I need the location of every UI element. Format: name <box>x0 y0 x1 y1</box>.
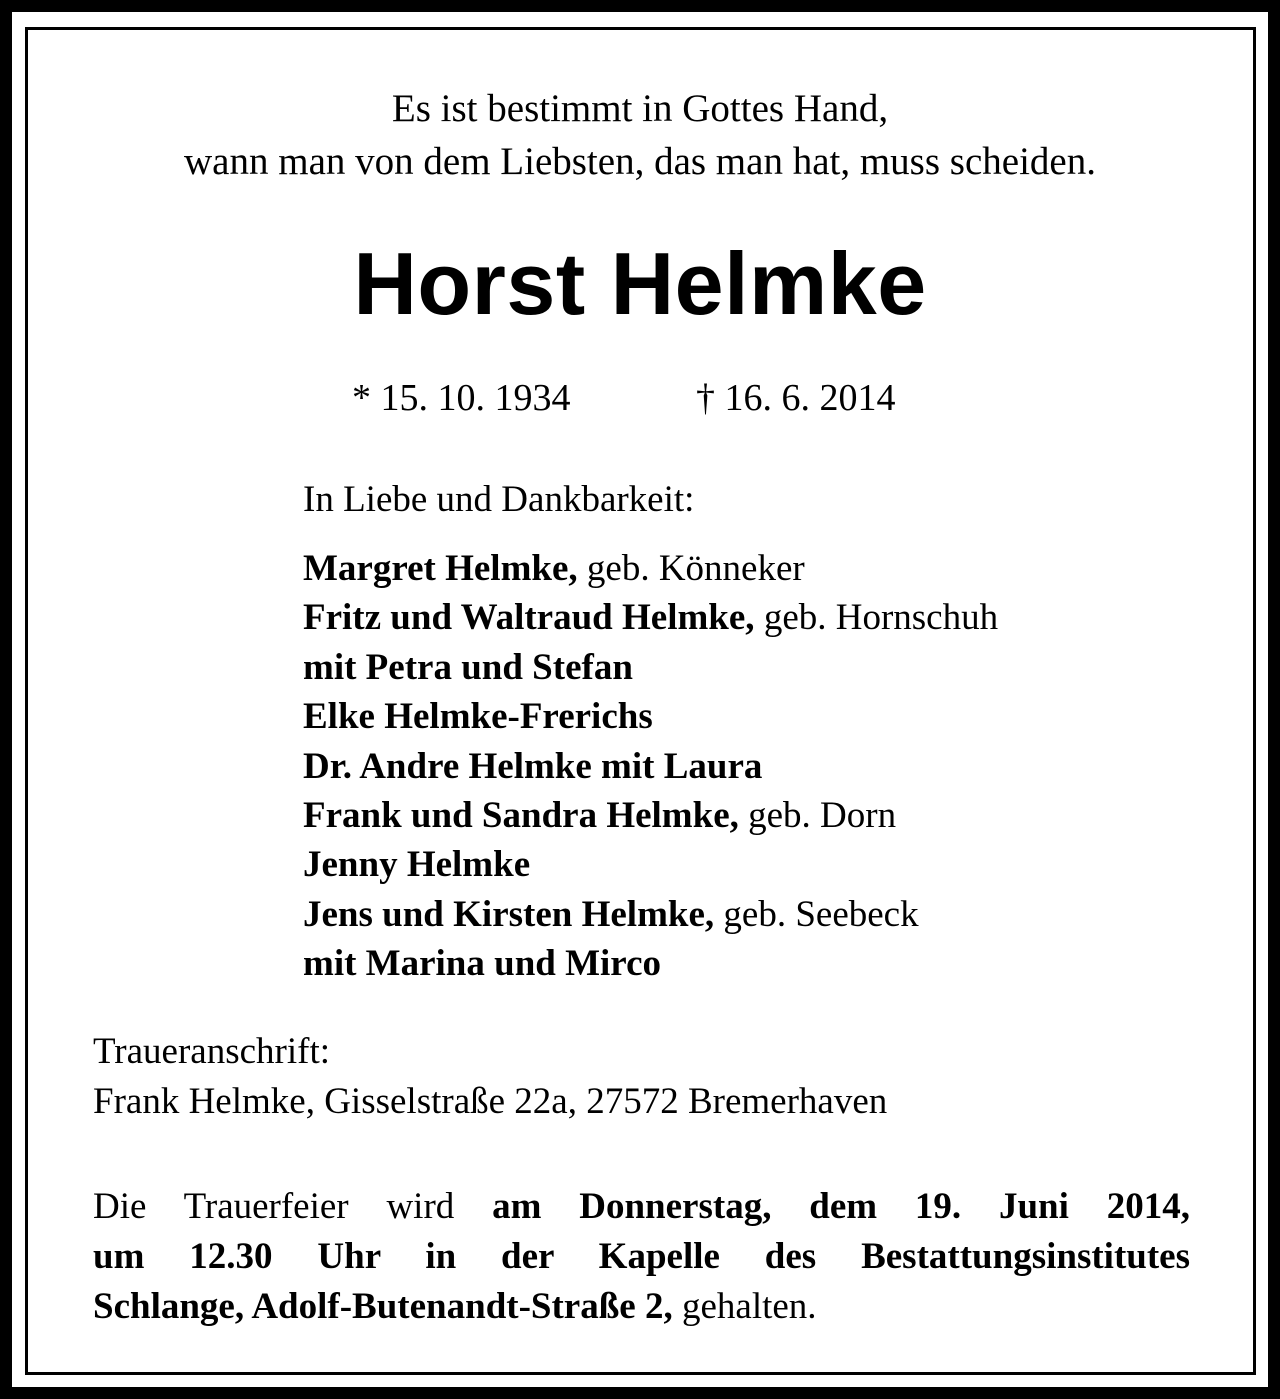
family-name: mit Petra und Stefan <box>303 646 633 688</box>
service-date: am Donnerstag, dem 19. Juni 2014, <box>492 1186 1190 1227</box>
family-line <box>303 593 998 642</box>
family-line <box>303 544 998 593</box>
family-name: Margret Helmke, <box>303 548 578 589</box>
mourning-address <box>93 1027 887 1127</box>
family-name: Fritz und Waltraud Helmke, <box>303 597 755 639</box>
family-note: geb. Seebeck <box>714 893 919 935</box>
motto-line-2: wann man von dem Liebsten, das man hat, muss scheiden. <box>184 140 1096 183</box>
service-line-3 <box>93 1282 1190 1332</box>
family-name: Jenny Helmke <box>303 844 531 886</box>
family-line <box>303 890 998 939</box>
family-line <box>303 939 998 988</box>
family-line <box>303 742 998 791</box>
family-name: mit Marina und Mirco <box>303 943 661 985</box>
family-line <box>303 791 998 840</box>
deceased-name: Horst Helmke <box>353 234 927 333</box>
family-note: geb. Hornschuh <box>754 597 999 639</box>
family-name: Elke Helmke-Frerichs <box>303 696 653 738</box>
service-line-2 <box>93 1232 1190 1282</box>
death-date: † 16. 6. 2014 <box>696 377 896 419</box>
motto-line-1: Es ist bestimmt in Gottes Hand, <box>391 87 889 130</box>
family-name: Dr. Andre Helmke mit Laura <box>303 745 763 787</box>
family-note: geb. Könneker <box>577 548 805 589</box>
address-label: Traueranschrift: <box>93 1031 331 1072</box>
thanks-heading: In Liebe und Dankbarkeit: <box>303 479 695 520</box>
service-text-end: gehalten. <box>672 1286 817 1327</box>
service-address: Schlange, Adolf-Butenandt-Straße 2, <box>93 1286 673 1327</box>
service-line-1 <box>93 1182 1190 1232</box>
family-line <box>303 840 998 889</box>
family-list <box>303 544 998 989</box>
obituary-card <box>12 12 1268 1387</box>
funeral-service-notice <box>93 1182 1190 1332</box>
family-note: geb. Dorn <box>738 795 897 837</box>
family-name: Frank und Sandra Helmke, <box>303 795 739 837</box>
family-line <box>303 643 998 692</box>
address-value: Frank Helmke, Gisselstraße 22a, 27572 Bremerhaven <box>93 1081 888 1122</box>
service-text: Die Trauerfeier wird <box>93 1186 493 1227</box>
birth-date: * 15. 10. 1934 <box>352 377 571 419</box>
service-time-place: um 12.30 Uhr in der Kapelle des Bestattungsinstitutes <box>93 1236 1190 1277</box>
family-name: Jens und Kirsten Helmke, <box>303 893 715 935</box>
motto <box>12 82 1268 188</box>
family-line <box>303 692 998 741</box>
